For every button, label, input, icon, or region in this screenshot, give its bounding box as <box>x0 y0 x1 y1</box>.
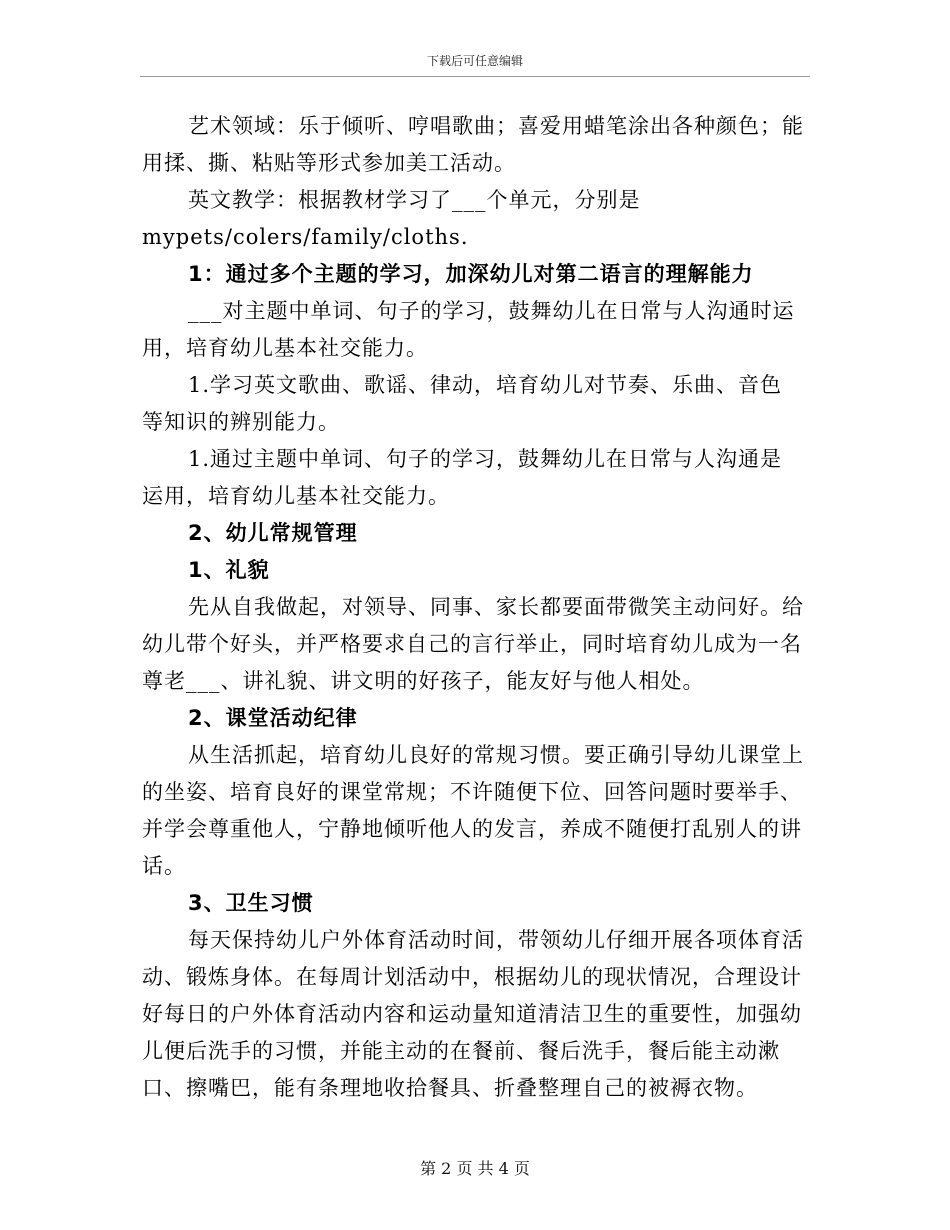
heading-routine-management: 2、幼儿常规管理 <box>188 521 358 545</box>
heading-courtesy: 1、礼貌 <box>188 558 270 582</box>
paragraph-english: 英文教学：根据教材学习了___个单元，分别是mypets/colers/family/cloths. <box>142 188 641 249</box>
page-header-note: 下载后可任意编辑 <box>426 54 523 68</box>
paragraph-communication: 1.通过主题中单词、句子的学习，鼓舞幼儿在日常与人沟通是运用，培育幼儿基本社交能力。 <box>142 447 783 508</box>
paragraph-vocabulary: ___对主题中单词、句子的学习，鼓舞幼儿在日常与人沟通时运用，培育幼儿基本社交能力。 <box>142 299 795 360</box>
heading-classroom-discipline: 2、课堂活动纪律 <box>188 706 358 730</box>
document-body <box>142 108 804 1107</box>
paragraph-songs: 1.学习英文歌曲、歌谣、律动，培育幼儿对节奏、乐曲、音色等知识的辨别能力。 <box>142 373 783 434</box>
heading-second-language: 1：通过多个主题的学习，加深幼儿对第二语言的理解能力 <box>188 262 754 286</box>
paragraph-hygiene: 每天保持幼儿户外体育活动时间，带领幼儿仔细开展各项体育活动、锻炼身体。在每周计划活动中，根据幼儿的现状情况，合理设计好每日的户外体育活动内容和运动量知道清洁卫生的重要性，加强幼儿便后洗手的习惯，并能主动的在餐前、餐后洗手，餐后能主动漱口、擦嘴巴，能有条理地收拾餐具、折叠整理自己的被褥衣物。 <box>142 928 804 1100</box>
heading-hygiene: 3、卫生习惯 <box>188 891 314 915</box>
paragraph-courtesy: 先从自我做起，对领导、同事、家长都要面带微笑主动问好。给幼儿带个好头，并严格要求自己的言行举止，同时培育幼儿成为一名尊老___、讲礼貌、讲文明的好孩子，能友好与他人相处。 <box>142 595 804 693</box>
header-divider <box>140 76 810 77</box>
paragraph-classroom-discipline: 从生活抓起，培育幼儿良好的常规习惯。要正确引导幼儿课堂上的坐姿、培育良好的课堂常规；不许随便下位、回答问题时要举手、并学会尊重他人，宁静地倾听他人的发言，养成不随便打乱别人的讲话。 <box>142 743 804 878</box>
page-number: 第 2 页 共 4 页 <box>420 1159 530 1178</box>
paragraph-art: 艺术领域：乐于倾听、哼唱歌曲；喜爱用蜡笔涂出各种颜色；能用揉、撕、粘贴等形式参加美工活动。 <box>142 114 804 175</box>
